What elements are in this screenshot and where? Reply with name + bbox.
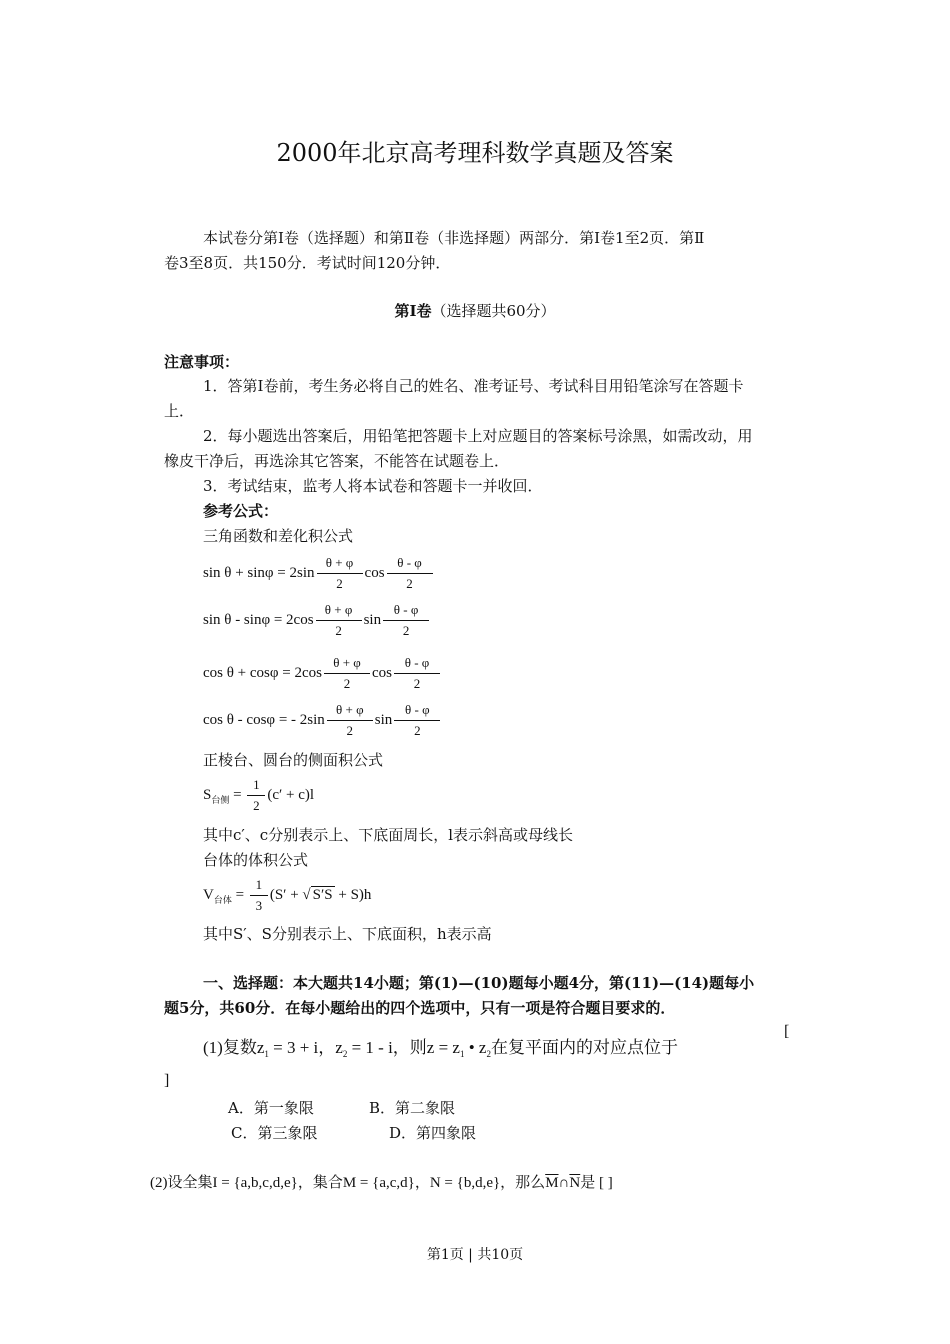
sqrt-sign: √ <box>302 886 311 903</box>
formula-4-mid: sin <box>374 711 393 728</box>
formula-2-num-1: θ + φ <box>324 602 353 617</box>
q1-option-b: B．第二象限 <box>369 1099 456 1117</box>
q1-mid-2: = 1 - i，则z = z <box>347 1038 460 1057</box>
page-title: 2000年北京高考理科数学真题及答案 <box>276 139 674 167</box>
q1-option-d: D．第四象限 <box>389 1124 477 1142</box>
volume-rhs-2: + S)h <box>334 886 372 903</box>
lateral-area-frac <box>247 775 265 816</box>
lateral-area-num: 1 <box>253 777 260 792</box>
formula-2-mid: sin <box>363 611 382 628</box>
q1-bracket-close: ] <box>164 1072 170 1089</box>
formula-4-frac-2 <box>394 700 440 741</box>
q1-mid-3: • z <box>464 1038 487 1057</box>
lateral-area-sub: 台侧 <box>211 794 230 805</box>
formula-sum-to-product-3 <box>203 653 442 694</box>
q2-suffix: 是 [ ] <box>580 1175 613 1191</box>
section-heading <box>0 299 950 324</box>
formula-2-frac-1 <box>316 600 362 641</box>
lateral-area-rhs: (c′ + c)l <box>267 786 315 803</box>
section-heading-rest: （选择题共60分） <box>431 302 556 320</box>
volume-root: S′S <box>312 886 333 903</box>
volume-title: 台体的体积公式 <box>203 851 309 869</box>
formula-1-lhs: sin θ + sinφ = 2sin <box>203 564 315 581</box>
formula-4-den-1: 2 <box>327 720 373 741</box>
formula-sum-to-product-1 <box>203 553 435 594</box>
volume-note: 其中S′、S分别表示上、下底面积，h表示高 <box>203 925 492 943</box>
formula-2-den-2: 2 <box>383 620 429 641</box>
q2-n-complement: $\overline{N}$ <box>569 1175 581 1191</box>
formula-3-num-1: θ + φ <box>333 655 361 670</box>
formula-1-frac-1 <box>317 553 363 594</box>
q2-text: (2)设全集I = {a,b,c,d,e}，集合M = {a,c,d}，N = {b,d,e}，那么 <box>150 1175 546 1191</box>
formula-4-num-1: θ + φ <box>336 702 364 717</box>
reference-title: 参考公式： <box>203 502 279 520</box>
q1-option-c: C．第三象限 <box>231 1124 318 1142</box>
lateral-area-den: 2 <box>247 795 265 816</box>
formula-1-mid: cos <box>364 564 385 581</box>
note-1-line-2: 上． <box>164 402 195 420</box>
volume-eq: = <box>231 886 248 903</box>
q2-m-complement: $\overline{M}$ <box>545 1175 559 1191</box>
formula-2-num-2: θ - φ <box>393 602 419 617</box>
q1-mid-1: = 3 + i，z <box>268 1038 343 1057</box>
formula-3-frac-2 <box>394 653 440 694</box>
formula-sum-to-product-2 <box>203 600 431 641</box>
formula-4-lhs: cos θ - cosφ = - 2sin <box>203 711 325 728</box>
formula-3-den-1: 2 <box>324 673 370 694</box>
q1-bracket-open: [ <box>784 1023 790 1040</box>
lateral-area-lhs: S <box>203 786 212 803</box>
q1-sub-4: 2 <box>486 1049 491 1059</box>
q2-intersection: ∩ <box>558 1175 570 1191</box>
part1-heading-line-1: 一、选择题：本大题共14小题；第(1)—(10)题每小题4分，第(11)—(14)题每小 <box>203 974 755 992</box>
formula-1-den-1: 2 <box>317 573 363 594</box>
intro-line-2: 卷3至8页．共150分．考试时间120分钟． <box>164 254 451 272</box>
volume-formula <box>203 875 371 916</box>
note-2-line-1: 2．每小题选出答案后，用铅笔把答题卡上对应题目的答案标号涂黑，如需改动，用 <box>203 427 753 445</box>
q1-sub-1: 1 <box>264 1049 269 1059</box>
formula-3-frac-1 <box>324 653 370 694</box>
q1-suffix: 在复平面内的对应点位于 <box>490 1038 678 1057</box>
formula-4-den-2: 2 <box>394 720 440 741</box>
notes-title: 注意事项： <box>164 353 240 371</box>
volume-num: 1 <box>255 877 263 892</box>
q1-sub-2: 2 <box>342 1049 348 1059</box>
note-1-line-1: 1．答第Ⅰ卷前，考生务必将自己的姓名、准考证号、考试科目用铅笔涂写在答题卡 <box>203 377 744 395</box>
formula-2-lhs: sin θ - sinφ = 2cos <box>203 611 314 628</box>
formula-4-num-2: θ - φ <box>405 702 430 717</box>
formula-1-frac-2 <box>387 553 433 594</box>
section-heading-bold: 第Ⅰ卷 <box>394 302 432 320</box>
formula-2-den-1: 2 <box>316 620 362 641</box>
formula-4-frac-1 <box>327 700 373 741</box>
question-2 <box>150 1171 613 1192</box>
question-1 <box>203 1033 678 1059</box>
volume-sub: 台体 <box>213 894 232 905</box>
q1-sub-3: 1 <box>459 1049 465 1059</box>
volume-lhs: V <box>203 886 214 903</box>
formula-1-num-1: θ + φ <box>325 555 354 570</box>
formula-3-lhs: cos θ + cosφ = 2cos <box>203 664 322 681</box>
note-3: 3．考试结束，监考人将本试卷和答题卡一并收回． <box>203 477 543 495</box>
page-footer: 第1页 | 共10页 <box>426 1247 524 1263</box>
lateral-area-eq: = <box>229 786 246 803</box>
trig-title: 三角函数和差化积公式 <box>203 527 354 545</box>
volume-rhs-1: (S′ + <box>269 886 303 903</box>
lateral-area-formula <box>203 775 314 816</box>
volume-den: 3 <box>250 895 268 916</box>
formula-3-mid: cos <box>372 664 392 681</box>
note-2-line-2: 橡皮干净后，再选涂其它答案，不能答在试题卷上． <box>164 452 510 470</box>
formula-sum-to-product-4 <box>203 700 442 741</box>
q1-prefix: (1)复数z <box>203 1038 265 1057</box>
volume-frac <box>250 875 268 916</box>
formula-1-num-2: θ - φ <box>397 555 422 570</box>
q1-option-a: A．第一象限 <box>228 1099 314 1117</box>
formula-2-frac-2 <box>383 600 429 641</box>
formula-3-den-2: 2 <box>394 673 440 694</box>
intro-line-1: 本试卷分第Ⅰ卷（选择题）和第Ⅱ卷（非选择题）两部分．第Ⅰ卷1至2页．第Ⅱ <box>203 229 705 247</box>
lateral-area-note: 其中c′、c分别表示上、下底面周长，l表示斜高或母线长 <box>203 826 574 844</box>
formula-3-num-2: θ - φ <box>404 655 430 670</box>
frustum-area-title: 正棱台、圆台的侧面积公式 <box>203 751 384 769</box>
formula-1-den-2: 2 <box>387 573 433 594</box>
part1-heading-line-2: 题5分，共60分．在每小题给出的四个选项中，只有一项是符合题目要求的． <box>164 999 676 1017</box>
